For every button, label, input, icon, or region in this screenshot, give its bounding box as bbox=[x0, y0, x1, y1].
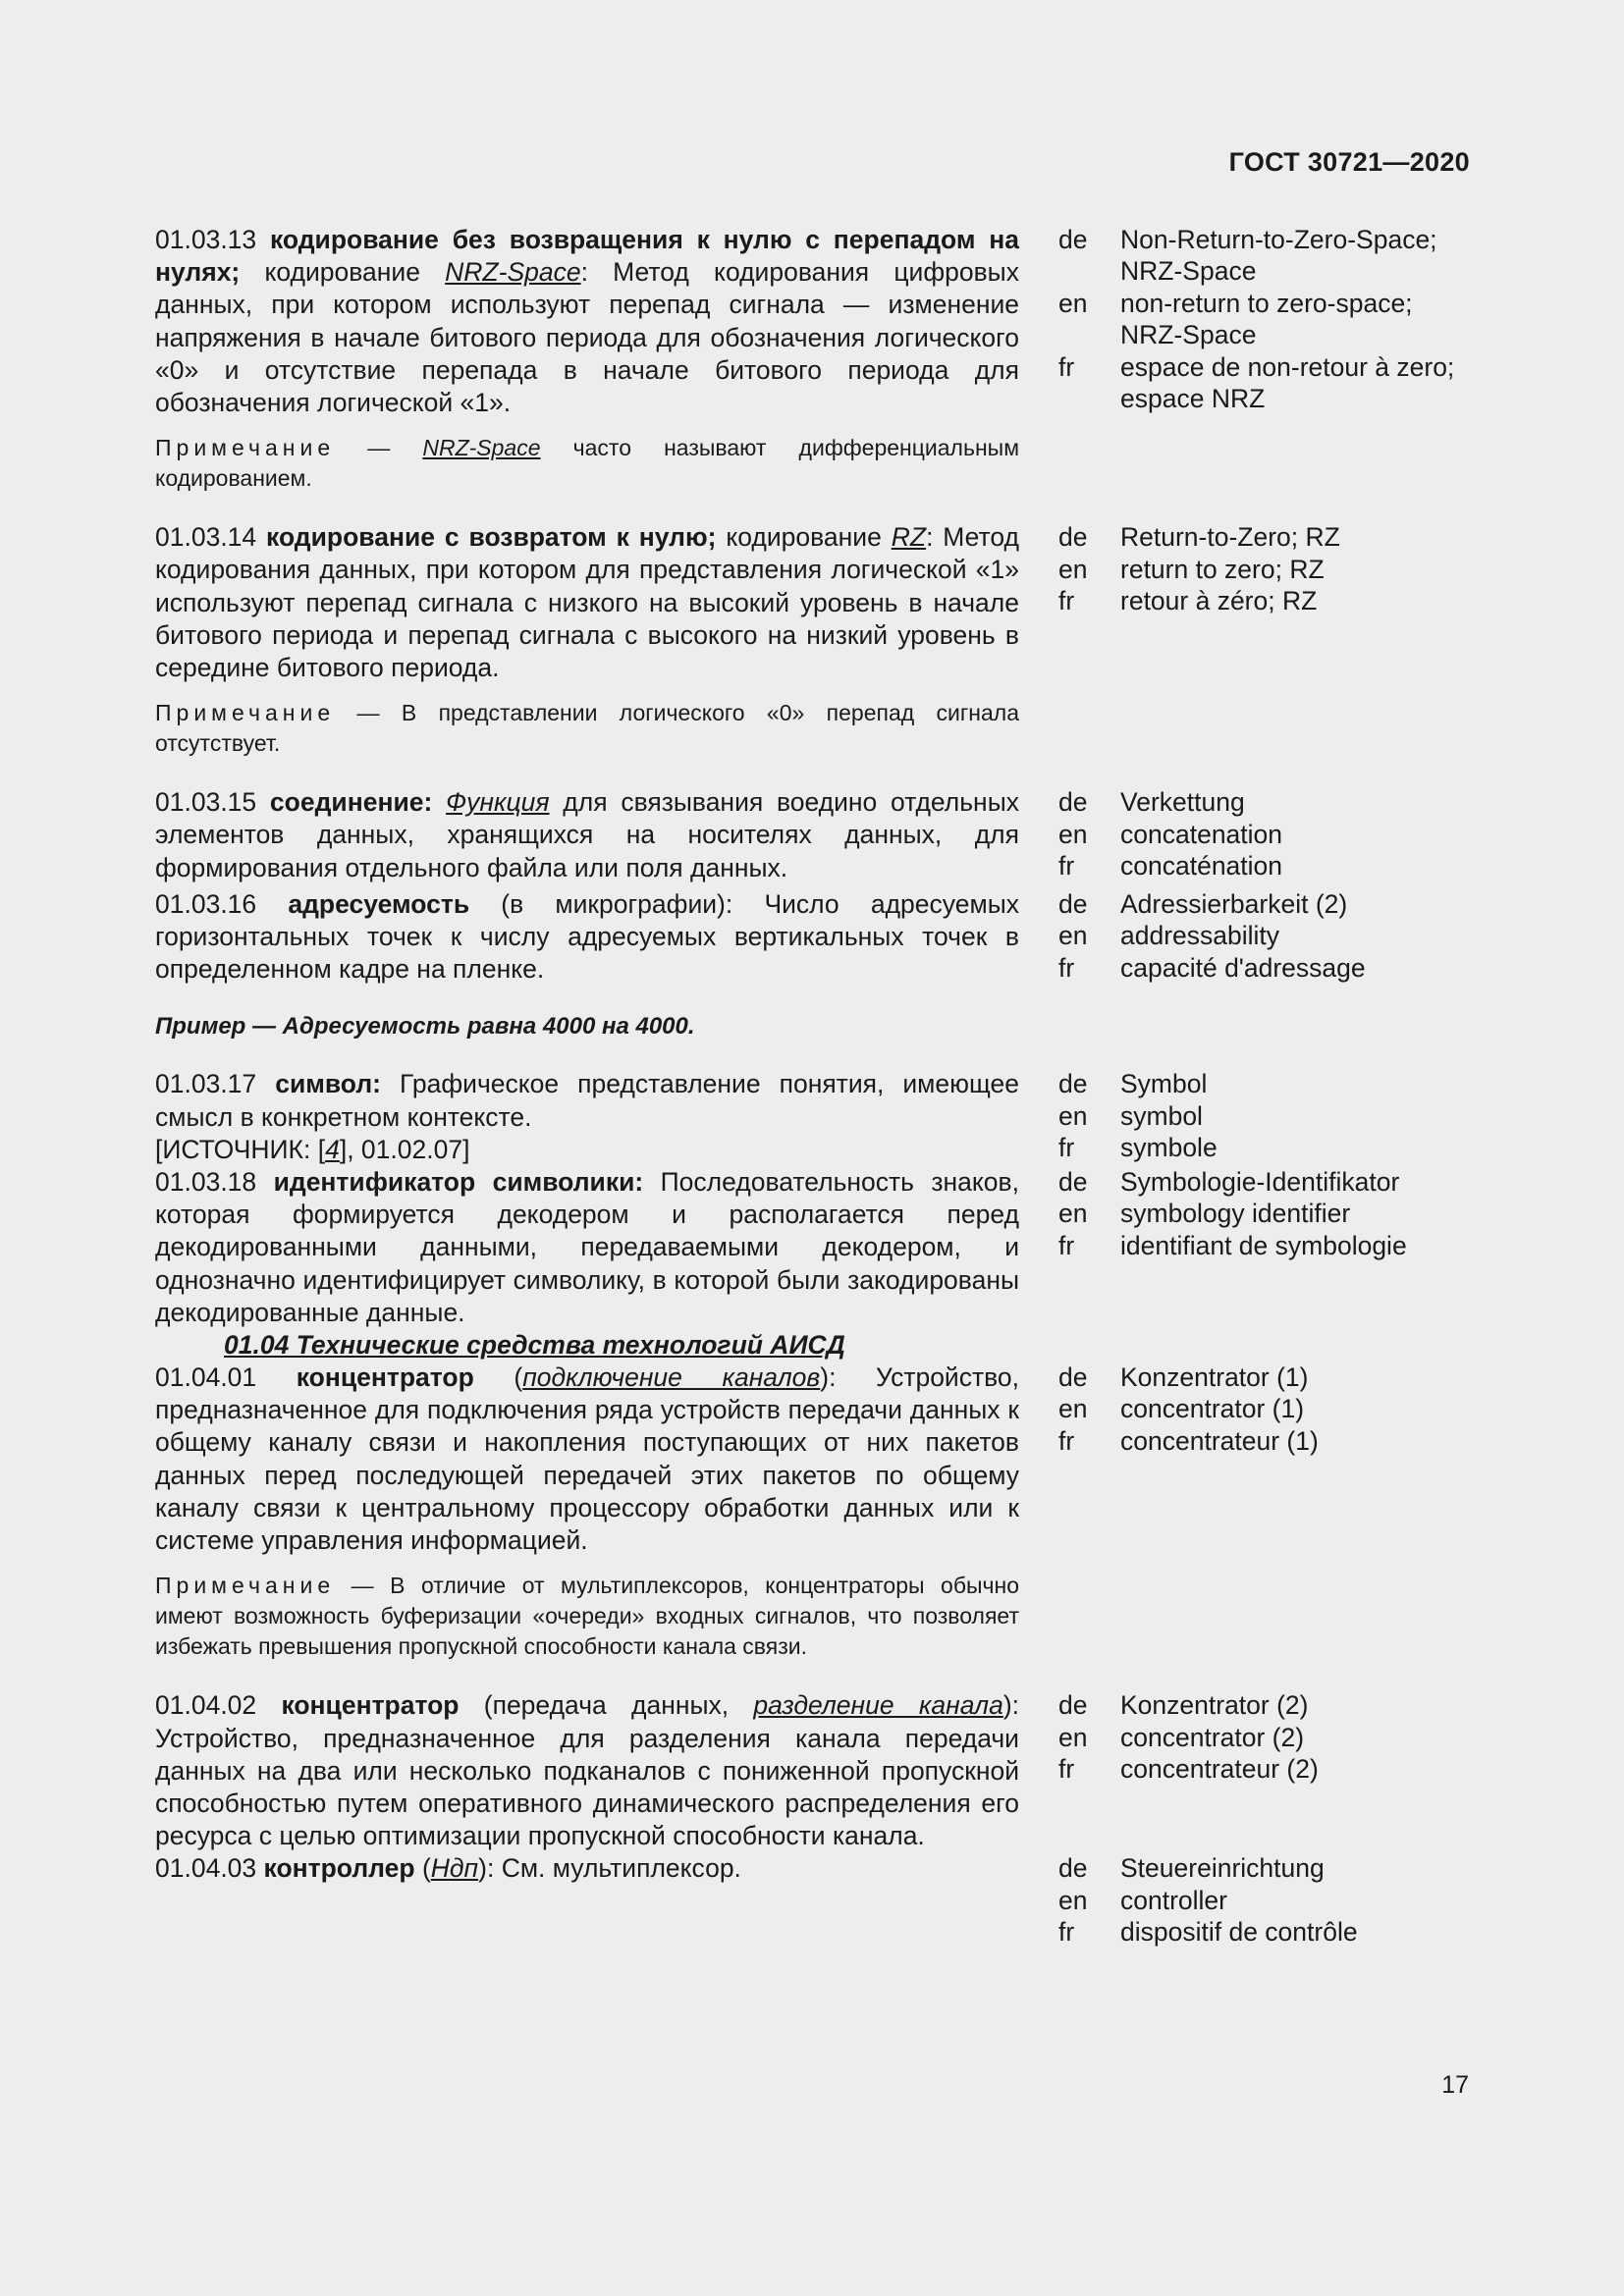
term-entry-01-03-18 bbox=[155, 1166, 1471, 1329]
lang-term-fr: concentrateur (1) bbox=[1120, 1425, 1319, 1456]
term-note: Примечание — В отличие от мультиплексоров, концентраторы обычно имеют возможность буферизации «очереди» входных сигналов, что позволяет избежать превышения пропускной способности канала связи. bbox=[155, 1573, 1020, 1660]
lang-term-en: non-return to zero-space; NRZ-Space bbox=[1120, 288, 1413, 350]
lang-term-de: Symbologie-Identifikator bbox=[1120, 1167, 1400, 1198]
lang-code-fr: fr bbox=[1058, 351, 1075, 382]
term-translations bbox=[1058, 786, 1471, 884]
term-entry-01-03-13 bbox=[155, 224, 1471, 419]
section-title: 01.04 Технические средства технологий АИСД bbox=[224, 1330, 845, 1361]
lang-term-en: controller bbox=[1120, 1885, 1227, 1915]
term-name: соединение: bbox=[269, 787, 433, 818]
lang-code-en: en bbox=[1058, 1722, 1088, 1752]
source-link[interactable]: 4 bbox=[325, 1134, 340, 1164]
term-name: концентратор bbox=[296, 1362, 474, 1393]
lang-code-de: de bbox=[1058, 888, 1088, 919]
term-definition: 01.03.13 кодирование без возвращения к нулю с перепадом на нулях; кодирование NRZ-Space: Метод кодирования цифровых данных, при котором используют перепад сигнала — изменение напряжения в начале битового периода для обозначения логического «0» и отсутствие перепада в начале битового периода для обозначения логической «1». bbox=[155, 225, 1019, 418]
lang-term-de: Steuereinrichtung bbox=[1120, 1853, 1325, 1884]
term-translations bbox=[1058, 224, 1471, 419]
lang-code-en: en bbox=[1058, 921, 1088, 951]
term-number: 01.04.03 bbox=[155, 1853, 257, 1884]
lang-term-fr: symbole bbox=[1120, 1133, 1218, 1163]
lang-code-de: de bbox=[1058, 787, 1088, 818]
lang-term-de: Konzentrator (2) bbox=[1120, 1690, 1309, 1721]
term-number: 01.03.15 bbox=[155, 787, 257, 818]
term-name: кодирование без возвращения к нулю с перепадом на нулях; bbox=[155, 225, 1019, 288]
lang-term-en: addressability bbox=[1120, 921, 1280, 951]
term-entry-01-04-02 bbox=[155, 1689, 1471, 1852]
lang-term-en: concentrator (1) bbox=[1120, 1394, 1305, 1424]
lang-code-de: de bbox=[1058, 225, 1088, 254]
term-translations bbox=[1058, 888, 1471, 987]
lang-code-en: en bbox=[1058, 819, 1088, 849]
lang-term-fr: dispositif de contrôle bbox=[1120, 1917, 1358, 1948]
lang-code-fr: fr bbox=[1058, 1754, 1075, 1785]
term-entry-01-04-01 bbox=[155, 1362, 1471, 1557]
lang-term-fr: espace de non-retour à zero; espace NRZ bbox=[1120, 351, 1455, 414]
term-number: 01.03.17 bbox=[155, 1069, 257, 1099]
lang-code-de: de bbox=[1058, 1690, 1088, 1721]
term-note: Примечание — В представлении логического «0» перепад сигнала отсутствует. bbox=[155, 700, 1019, 757]
term-link[interactable]: RZ bbox=[891, 522, 927, 553]
lang-term-fr: identifiant de symbologie bbox=[1120, 1230, 1407, 1260]
term-number: 01.04.01 bbox=[155, 1362, 257, 1393]
term-definition: 01.03.15 соединение: Функция для связывания воедино отдельных элементов данных, хранящихся на носителях данных, для формирования отдельного файла или поля данных. bbox=[155, 787, 1019, 882]
lang-term-de: Symbol bbox=[1120, 1069, 1208, 1099]
term-definition: 01.03.18 идентификатор символики: Последовательность знаков, которая формируется декодером и располагается перед декодированными данными, передаваемыми декодером, и однозначно идентифицирует символику, в которой были закодированы декодированные данные. bbox=[155, 1167, 1019, 1327]
lang-code-fr: fr bbox=[1058, 1917, 1075, 1948]
lang-term-fr: concaténation bbox=[1120, 851, 1283, 881]
term-translations bbox=[1058, 521, 1471, 684]
lang-code-en: en bbox=[1058, 1394, 1088, 1424]
lang-term-en: return to zero; RZ bbox=[1120, 554, 1325, 584]
source-reference: [ИСТОЧНИК: [4], 01.02.07] bbox=[155, 1134, 470, 1164]
lang-code-en: en bbox=[1058, 1885, 1088, 1915]
lang-term-fr: concentrateur (2) bbox=[1120, 1754, 1319, 1785]
term-definition: 01.04.02 концентратор (передача данных, разделение канала): Устройство, предназначенное для разделения канала передачи данных на два или несколько подканалов с пониженной пропускной способностью путем оперативного динамического распределения его ресурса с целью оптимизации пропускной способности канала. bbox=[155, 1690, 1020, 1851]
term-name: идентификатор символики: bbox=[273, 1167, 644, 1198]
lang-code-en: en bbox=[1058, 1100, 1088, 1131]
lang-code-en: en bbox=[1058, 288, 1088, 318]
lang-code-de: de bbox=[1058, 1167, 1088, 1198]
lang-code-en: en bbox=[1058, 1199, 1088, 1229]
lang-code-fr: fr bbox=[1058, 586, 1075, 616]
lang-term-en: symbology identifier bbox=[1120, 1199, 1351, 1229]
term-number: 01.03.13 bbox=[155, 225, 257, 254]
term-note: Примечание — NRZ-Space часто называют дифференциальным кодированием. bbox=[155, 435, 1020, 492]
term-definition: 01.03.17 символ: Графическое представление понятия, имеющее смысл в конкретном контексте. [ИСТОЧНИК: [4], 01.02.07] bbox=[155, 1069, 1019, 1164]
term-definition: 01.04.03 контроллер (Ндп): См. мультиплексор. bbox=[155, 1853, 741, 1884]
lang-term-en: concatenation bbox=[1120, 819, 1283, 849]
term-entry-01-04-03 bbox=[155, 1852, 1471, 1948]
page-number: 17 bbox=[1441, 2071, 1469, 2099]
term-definition: 01.04.01 концентратор (подключение каналов): Устройство, предназначенное для подключения ряда устройств передачи данных к общему каналу связи и накопления поступающих от них пакетов данных перед последующей передачей этих пакетов по общему каналу связи к центральному процессору обработки данных или к системе управления информацией. bbox=[155, 1362, 1020, 1556]
lang-code-fr: fr bbox=[1058, 1133, 1075, 1163]
term-name: адресуемость bbox=[288, 888, 470, 919]
lang-code-en: en bbox=[1058, 554, 1088, 584]
lang-code-de: de bbox=[1058, 1362, 1088, 1393]
term-name: символ: bbox=[275, 1069, 381, 1099]
term-name: контроллер bbox=[263, 1853, 415, 1884]
term-number: 01.03.16 bbox=[155, 888, 257, 919]
term-definition: 01.03.16 адресуемость (в микрографии): Число адресуемых горизонтальных точек к числу адресуемых вертикальных точек в определенном кадре на пленке. bbox=[155, 888, 1019, 985]
lang-term-de: Verkettung bbox=[1120, 787, 1245, 818]
lang-code-de: de bbox=[1058, 522, 1088, 553]
lang-term-fr: capacité d'adressage bbox=[1120, 952, 1366, 983]
lang-term-en: concentrator (2) bbox=[1120, 1722, 1305, 1752]
term-number: 01.04.02 bbox=[155, 1690, 257, 1721]
lang-term-fr: retour à zéro; RZ bbox=[1120, 586, 1318, 616]
lang-code-fr: fr bbox=[1058, 1230, 1075, 1260]
term-link[interactable]: подключение каналов bbox=[522, 1362, 821, 1393]
term-entry-01-03-16 bbox=[155, 888, 1471, 987]
lang-term-de: Non-Return-to-Zero-Space; NRZ-Space bbox=[1120, 225, 1437, 287]
lang-code-fr: fr bbox=[1058, 952, 1075, 983]
terms-list bbox=[155, 224, 1471, 1949]
term-link[interactable]: Функция bbox=[446, 787, 550, 818]
lang-term-en: symbol bbox=[1120, 1100, 1203, 1131]
term-definition: 01.03.14 кодирование с возвратом к нулю; кодирование RZ: Метод кодирования данных, при котором для представления логической «1» используют перепад сигнала с низкого на высокий уровень в начале битового периода и перепад сигнала с высокого на низкий уровень в середине битового периода. bbox=[155, 522, 1019, 683]
lang-code-de: de bbox=[1058, 1069, 1088, 1099]
term-entry-01-03-15 bbox=[155, 786, 1471, 884]
term-translations bbox=[1058, 1852, 1471, 1948]
term-entry-01-03-14 bbox=[155, 521, 1471, 684]
term-translations bbox=[1058, 1689, 1471, 1852]
term-link[interactable]: Ндп bbox=[430, 1853, 479, 1884]
term-link[interactable]: NRZ-Space bbox=[445, 257, 581, 288]
lang-term-de: Adressierbarkeit (2) bbox=[1120, 888, 1348, 919]
lang-term-de: Return-to-Zero; RZ bbox=[1120, 522, 1340, 553]
term-translations bbox=[1058, 1166, 1471, 1329]
term-example: Пример — Адресуемость равна 4000 на 4000. bbox=[155, 1013, 695, 1041]
document-id: ГОСТ 30721—2020 bbox=[1228, 147, 1470, 177]
term-name: кодирование с возвратом к нулю; bbox=[266, 522, 717, 553]
term-translations bbox=[1058, 1362, 1471, 1557]
term-number: 01.03.18 bbox=[155, 1167, 257, 1198]
lang-code-fr: fr bbox=[1058, 851, 1075, 881]
term-translations bbox=[1058, 1068, 1471, 1166]
term-link[interactable]: разделение канала bbox=[753, 1690, 1003, 1721]
term-number: 01.03.14 bbox=[155, 522, 257, 553]
term-link[interactable]: NRZ-Space bbox=[422, 435, 541, 461]
term-name: концентратор bbox=[281, 1690, 460, 1721]
lang-term-de: Konzentrator (1) bbox=[1120, 1362, 1309, 1393]
lang-code-de: de bbox=[1058, 1853, 1088, 1884]
lang-code-fr: fr bbox=[1058, 1425, 1075, 1456]
term-entry-01-03-17 bbox=[155, 1068, 1471, 1166]
